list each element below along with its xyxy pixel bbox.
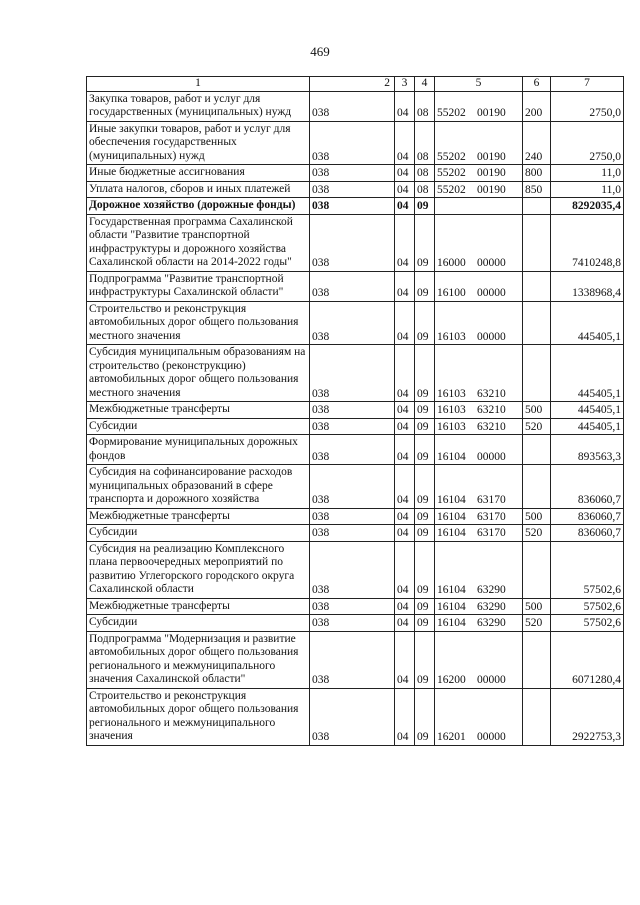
row-expense-type: 500 bbox=[523, 402, 551, 419]
row-expense-type bbox=[523, 465, 551, 509]
row-subsection-code: 09 bbox=[415, 418, 435, 435]
row-amount: 893563,3 bbox=[551, 435, 624, 465]
table-row bbox=[87, 631, 624, 688]
row-ministry-code: 038 bbox=[310, 525, 395, 542]
row-target-code bbox=[435, 631, 523, 688]
row-section-code: 04 bbox=[395, 91, 415, 121]
row-target-code bbox=[435, 214, 523, 271]
table-row bbox=[87, 615, 624, 632]
row-section-code: 04 bbox=[395, 214, 415, 271]
row-amount: 8292035,4 bbox=[551, 198, 624, 215]
row-section-code: 04 bbox=[395, 615, 415, 632]
row-name: Иные закупки товаров, работ и услуг для обеспечения государственных (муниципальных) нужд bbox=[87, 121, 310, 165]
row-subsection-code: 09 bbox=[415, 541, 435, 598]
row-name: Закупка товаров, работ и услуг для государственных (муниципальных) нужд bbox=[87, 91, 310, 121]
table-row bbox=[87, 508, 624, 525]
row-subsection-code: 08 bbox=[415, 181, 435, 198]
row-target-code-direction: 63290 bbox=[477, 600, 506, 613]
row-subsection-code: 09 bbox=[415, 688, 435, 745]
row-amount: 57502,6 bbox=[551, 598, 624, 615]
row-target-code-direction: 63210 bbox=[477, 404, 506, 416]
row-name: Межбюджетные трансферты bbox=[87, 598, 310, 615]
budget-table bbox=[86, 76, 624, 746]
row-amount: 7410248,8 bbox=[551, 214, 624, 271]
row-ministry-code: 038 bbox=[310, 418, 395, 435]
row-target-code-main: 16103 bbox=[437, 420, 466, 433]
row-expense-type bbox=[523, 688, 551, 745]
row-amount: 11,0 bbox=[551, 181, 624, 198]
row-section-code: 04 bbox=[395, 271, 415, 301]
row-ministry-code: 038 bbox=[310, 271, 395, 301]
row-section-code: 04 bbox=[395, 181, 415, 198]
row-expense-type bbox=[523, 345, 551, 402]
row-expense-type: 800 bbox=[523, 165, 551, 182]
row-subsection-code: 09 bbox=[415, 345, 435, 402]
row-target-code-direction: 00000 bbox=[477, 450, 506, 463]
table-row bbox=[87, 165, 624, 182]
row-expense-type bbox=[523, 214, 551, 271]
row-name: Субсидия муниципальным образованиям на строительство (реконструкцию) автомобильных дорог общего пользования местного значения bbox=[87, 345, 310, 402]
row-target-code bbox=[435, 615, 523, 632]
row-expense-type bbox=[523, 541, 551, 598]
row-ministry-code: 038 bbox=[310, 615, 395, 632]
row-expense-type: 520 bbox=[523, 525, 551, 542]
table-row bbox=[87, 181, 624, 198]
row-subsection-code: 09 bbox=[415, 525, 435, 542]
row-name: Уплата налогов, сборов и иных платежей bbox=[87, 181, 310, 198]
row-name: Строительство и реконструкция автомобильных дорог общего пользования местного значения bbox=[87, 301, 310, 345]
table-row bbox=[87, 301, 624, 345]
row-amount: 445405,1 bbox=[551, 345, 624, 402]
row-amount: 836060,7 bbox=[551, 525, 624, 542]
row-amount: 1338968,4 bbox=[551, 271, 624, 301]
row-subsection-code: 09 bbox=[415, 615, 435, 632]
row-target-code-direction: 00000 bbox=[477, 330, 506, 343]
row-section-code: 04 bbox=[395, 508, 415, 525]
row-section-code: 04 bbox=[395, 402, 415, 419]
row-name: Субсидии bbox=[87, 525, 310, 542]
row-section-code: 04 bbox=[395, 541, 415, 598]
row-target-code bbox=[435, 508, 523, 525]
header-col-2: 2 bbox=[310, 77, 395, 92]
row-target-code-direction: 63210 bbox=[477, 387, 506, 400]
row-ministry-code: 038 bbox=[310, 91, 395, 121]
row-name: Строительство и реконструкция автомобильных дорог общего пользования регионального и межмуниципального значения bbox=[87, 688, 310, 745]
row-target-code-main: 55202 bbox=[437, 150, 466, 163]
row-target-code bbox=[435, 435, 523, 465]
row-target-code bbox=[435, 402, 523, 419]
row-amount: 445405,1 bbox=[551, 418, 624, 435]
row-target-code-direction: 63290 bbox=[477, 584, 506, 596]
header-col-7: 7 bbox=[551, 77, 624, 92]
row-target-code bbox=[435, 91, 523, 121]
row-target-code-main: 55202 bbox=[437, 167, 466, 179]
row-target-code-main: 16100 bbox=[437, 287, 466, 299]
row-target-code-main: 16104 bbox=[437, 584, 466, 596]
row-expense-type: 200 bbox=[523, 91, 551, 121]
row-target-code-main: 16104 bbox=[437, 494, 466, 506]
row-target-code-main: 55202 bbox=[437, 183, 466, 196]
row-subsection-code: 09 bbox=[415, 301, 435, 345]
row-target-code-main: 16104 bbox=[437, 617, 466, 629]
row-subsection-code: 09 bbox=[415, 271, 435, 301]
row-section-code: 04 bbox=[395, 418, 415, 435]
row-expense-type bbox=[523, 198, 551, 215]
row-target-code bbox=[435, 198, 523, 215]
row-target-code-direction: 63210 bbox=[477, 420, 506, 433]
table-row bbox=[87, 418, 624, 435]
row-expense-type: 500 bbox=[523, 508, 551, 525]
table-row bbox=[87, 198, 624, 215]
row-target-code bbox=[435, 525, 523, 542]
table-row bbox=[87, 465, 624, 509]
row-section-code: 04 bbox=[395, 198, 415, 215]
row-name: Дорожное хозяйство (дорожные фонды) bbox=[87, 198, 310, 215]
row-subsection-code: 09 bbox=[415, 508, 435, 525]
row-name: Подпрограмма "Развитие транспортной инфраструктуры Сахалинской области" bbox=[87, 271, 310, 301]
row-name: Межбюджетные трансферты bbox=[87, 402, 310, 419]
row-target-code bbox=[435, 165, 523, 182]
row-target-code-direction: 63170 bbox=[477, 527, 506, 539]
row-amount: 2750,0 bbox=[551, 91, 624, 121]
row-section-code: 04 bbox=[395, 345, 415, 402]
row-target-code bbox=[435, 271, 523, 301]
row-section-code: 04 bbox=[395, 165, 415, 182]
table-row bbox=[87, 598, 624, 615]
row-target-code-main: 16200 bbox=[437, 674, 466, 686]
row-section-code: 04 bbox=[395, 688, 415, 745]
row-target-code-main: 55202 bbox=[437, 107, 466, 119]
row-amount: 11,0 bbox=[551, 165, 624, 182]
row-subsection-code: 08 bbox=[415, 121, 435, 165]
row-section-code: 04 bbox=[395, 121, 415, 165]
row-target-code-direction: 00000 bbox=[477, 674, 506, 686]
row-amount: 445405,1 bbox=[551, 402, 624, 419]
table-row bbox=[87, 435, 624, 465]
row-subsection-code: 09 bbox=[415, 465, 435, 509]
row-target-code bbox=[435, 598, 523, 615]
row-expense-type: 850 bbox=[523, 181, 551, 198]
row-expense-type: 520 bbox=[523, 615, 551, 632]
row-name: Формирование муниципальных дорожных фондов bbox=[87, 435, 310, 465]
header-col-6: 6 bbox=[523, 77, 551, 92]
row-name: Субсидия на реализацию Комплексного плана первоочередных мероприятий по развитию Углегорского городского округа Сахалинской области bbox=[87, 541, 310, 598]
row-target-code-direction: 63170 bbox=[477, 494, 506, 506]
row-amount: 836060,7 bbox=[551, 465, 624, 509]
row-section-code: 04 bbox=[395, 525, 415, 542]
row-ministry-code: 038 bbox=[310, 541, 395, 598]
row-target-code-main: 16104 bbox=[437, 600, 466, 613]
row-target-code-direction: 00190 bbox=[477, 150, 506, 163]
row-section-code: 04 bbox=[395, 301, 415, 345]
row-subsection-code: 09 bbox=[415, 402, 435, 419]
row-expense-type bbox=[523, 631, 551, 688]
row-name: Межбюджетные трансферты bbox=[87, 508, 310, 525]
row-subsection-code: 08 bbox=[415, 165, 435, 182]
row-target-code bbox=[435, 418, 523, 435]
table-row bbox=[87, 345, 624, 402]
row-target-code-main: 16103 bbox=[437, 330, 466, 343]
header-col-4: 4 bbox=[415, 77, 435, 92]
row-target-code-direction: 00190 bbox=[477, 183, 506, 196]
row-expense-type: 240 bbox=[523, 121, 551, 165]
table-row bbox=[87, 541, 624, 598]
table-row bbox=[87, 402, 624, 419]
row-ministry-code: 038 bbox=[310, 121, 395, 165]
row-name: Подпрограмма "Модернизация и развитие автомобильных дорог общего пользования регионального и межмуниципального значения Сахалинской области" bbox=[87, 631, 310, 688]
row-target-code-main: 16201 bbox=[437, 731, 466, 743]
row-ministry-code: 038 bbox=[310, 598, 395, 615]
row-expense-type bbox=[523, 435, 551, 465]
row-ministry-code: 038 bbox=[310, 688, 395, 745]
row-target-code bbox=[435, 181, 523, 198]
table-row bbox=[87, 91, 624, 121]
row-expense-type: 520 bbox=[523, 418, 551, 435]
row-target-code-main: 16104 bbox=[437, 527, 466, 539]
row-name: Государственная программа Сахалинской области "Развитие транспортной инфраструктуры и дорожного хозяйства Сахалинской области на 2014-2022 годы" bbox=[87, 214, 310, 271]
row-target-code-main: 16103 bbox=[437, 387, 466, 400]
row-target-code-direction: 00000 bbox=[477, 287, 506, 299]
row-target-code bbox=[435, 121, 523, 165]
row-ministry-code: 038 bbox=[310, 508, 395, 525]
table-body bbox=[87, 77, 624, 746]
header-col-3: 3 bbox=[395, 77, 415, 92]
row-target-code bbox=[435, 345, 523, 402]
row-subsection-code: 09 bbox=[415, 214, 435, 271]
row-name: Субсидии bbox=[87, 418, 310, 435]
table-row bbox=[87, 271, 624, 301]
row-target-code bbox=[435, 541, 523, 598]
page-number: 469 bbox=[310, 44, 330, 59]
row-section-code: 04 bbox=[395, 631, 415, 688]
row-subsection-code: 09 bbox=[415, 435, 435, 465]
row-target-code-direction: 00000 bbox=[477, 731, 506, 743]
table-row bbox=[87, 214, 624, 271]
row-subsection-code: 09 bbox=[415, 598, 435, 615]
row-ministry-code: 038 bbox=[310, 465, 395, 509]
header-col-5: 5 bbox=[435, 77, 523, 92]
row-section-code: 04 bbox=[395, 435, 415, 465]
row-name: Субсидия на софинансирование расходов муниципальных образований в сфере транспорта и дорожного хозяйства bbox=[87, 465, 310, 509]
row-ministry-code: 038 bbox=[310, 402, 395, 419]
row-ministry-code: 038 bbox=[310, 198, 395, 215]
row-target-code-direction: 00000 bbox=[477, 257, 506, 269]
row-target-code-main: 16104 bbox=[437, 450, 466, 463]
row-amount: 445405,1 bbox=[551, 301, 624, 345]
row-target-code-direction: 00190 bbox=[477, 107, 506, 119]
header-row bbox=[87, 77, 624, 92]
row-name: Иные бюджетные ассигнования bbox=[87, 165, 310, 182]
row-ministry-code: 038 bbox=[310, 631, 395, 688]
row-amount: 57502,6 bbox=[551, 541, 624, 598]
row-expense-type: 500 bbox=[523, 598, 551, 615]
row-section-code: 04 bbox=[395, 598, 415, 615]
row-name: Субсидии bbox=[87, 615, 310, 632]
row-ministry-code: 038 bbox=[310, 165, 395, 182]
row-target-code bbox=[435, 465, 523, 509]
row-target-code bbox=[435, 301, 523, 345]
row-amount: 6071280,4 bbox=[551, 631, 624, 688]
table-row bbox=[87, 525, 624, 542]
row-target-code-direction: 63290 bbox=[477, 617, 506, 629]
row-target-code-main: 16000 bbox=[437, 257, 466, 269]
row-ministry-code: 038 bbox=[310, 345, 395, 402]
row-ministry-code: 038 bbox=[310, 435, 395, 465]
row-amount: 836060,7 bbox=[551, 508, 624, 525]
row-amount: 57502,6 bbox=[551, 615, 624, 632]
row-target-code-direction: 00190 bbox=[477, 167, 506, 179]
row-subsection-code: 09 bbox=[415, 631, 435, 688]
row-target-code-main: 16104 bbox=[437, 510, 466, 523]
table-row bbox=[87, 121, 624, 165]
row-amount: 2922753,3 bbox=[551, 688, 624, 745]
row-section-code: 04 bbox=[395, 465, 415, 509]
row-target-code bbox=[435, 688, 523, 745]
row-ministry-code: 038 bbox=[310, 214, 395, 271]
row-expense-type bbox=[523, 271, 551, 301]
header-col-1: 1 bbox=[87, 77, 310, 92]
row-amount: 2750,0 bbox=[551, 121, 624, 165]
row-ministry-code: 038 bbox=[310, 301, 395, 345]
row-target-code-direction: 63170 bbox=[477, 510, 506, 523]
row-subsection-code: 08 bbox=[415, 91, 435, 121]
row-subsection-code: 09 bbox=[415, 198, 435, 215]
row-target-code-main: 16103 bbox=[437, 404, 466, 416]
table-row bbox=[87, 688, 624, 745]
row-expense-type bbox=[523, 301, 551, 345]
row-ministry-code: 038 bbox=[310, 181, 395, 198]
